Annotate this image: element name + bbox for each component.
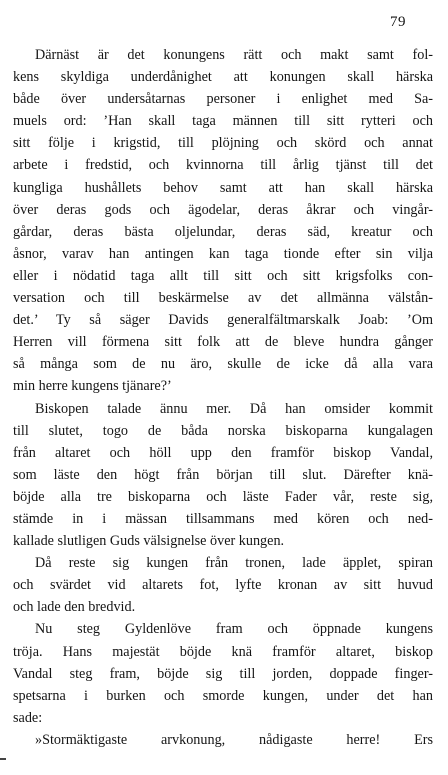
text-line: muels ord: ’Han skall taga männen till sitt rytteri och [13,113,433,130]
text-line: så många som de nu äro, skulle de icke då alla vara [13,356,433,373]
text-line: kungliga hushållets behov samt att han skall härska [13,179,433,196]
text-line: spetsarna i burken och smorde kungen, under det han [13,687,433,704]
text-line: över deras gods och ägodelar, deras åkrar och vingår- [13,201,433,218]
text-line: Vandal steg fram, böjde sig till jorden, doppade finger- [13,665,433,682]
text-line: kens skyldiga underdånighet att konungen skall härska [13,69,433,86]
text-line: från altaret och höll upp den framför biskop Vandal, [13,444,433,461]
text-line: Herren vill förmena sitt folk att de bleve hundra gånger [13,334,433,351]
text-line: sade: [13,709,43,726]
text-line: versation och till beskärmelse av det allmänna välstån- [13,290,433,307]
text-line: både över undersåtarnas personer i enlighet med Sa- [13,91,433,108]
text-line: tröja. Hans majestät böjde knä framför altaret, biskop [13,643,433,660]
text-line: till slutet, togo de båda norska biskoparna kungalagen [13,422,433,439]
text-line: stämde in i mässan tillsammans med kören och ned- [13,510,433,527]
text-line: Därnäst är det konungens rätt och makt samt fol- [35,47,433,63]
text-line: »Stormäktigaste arvkonung, nådigaste herre! Ers [35,731,433,748]
text-line: gårdar, deras bästa oljelundar, deras säd, kreatur och [13,223,433,240]
text-line: eller i nödatid taga allt till sitt och sitt krigsfolks con- [13,267,433,284]
text-line: som läste den högt från början till slut. Därefter knä- [13,466,433,483]
text-line: min herre kungens tjänare?’ [13,378,172,395]
text-line: och lade den bredvid. [13,599,136,616]
text-line: kallade slutligen Guds välsignelse över kungen. [13,533,285,550]
text-line: Nu steg Gyldenlöve fram och öppnade kungens [35,621,433,638]
text-line: och svärdet vid altarets fot, lyfte kronan av sitt huvud [13,577,433,594]
text-line: sitt följe i krigstid, till plöjning och skörd och annat [13,135,433,152]
text-line: åsnor, varav han antingen kan taga tionde efter sin vilja [13,245,433,262]
text-line: det.’ Ty så säger Davids generalfältmarskalk Joab: ’Om [13,312,433,329]
page-number: 79 [390,14,406,30]
scan-edge-mark [0,758,6,760]
body-text [13,44,433,751]
text-line: Biskopen talade ännu mer. Då han omsider kommit [35,400,433,417]
text-line: böjde alla tre biskoparna och läste Fader vår, reste sig, [13,488,433,505]
text-line: arbete i fredstid, och kvinnorna till årlig tjänst till det [13,157,433,174]
text-line: Då reste sig kungen från tronen, lade äpplet, spiran [35,555,433,572]
